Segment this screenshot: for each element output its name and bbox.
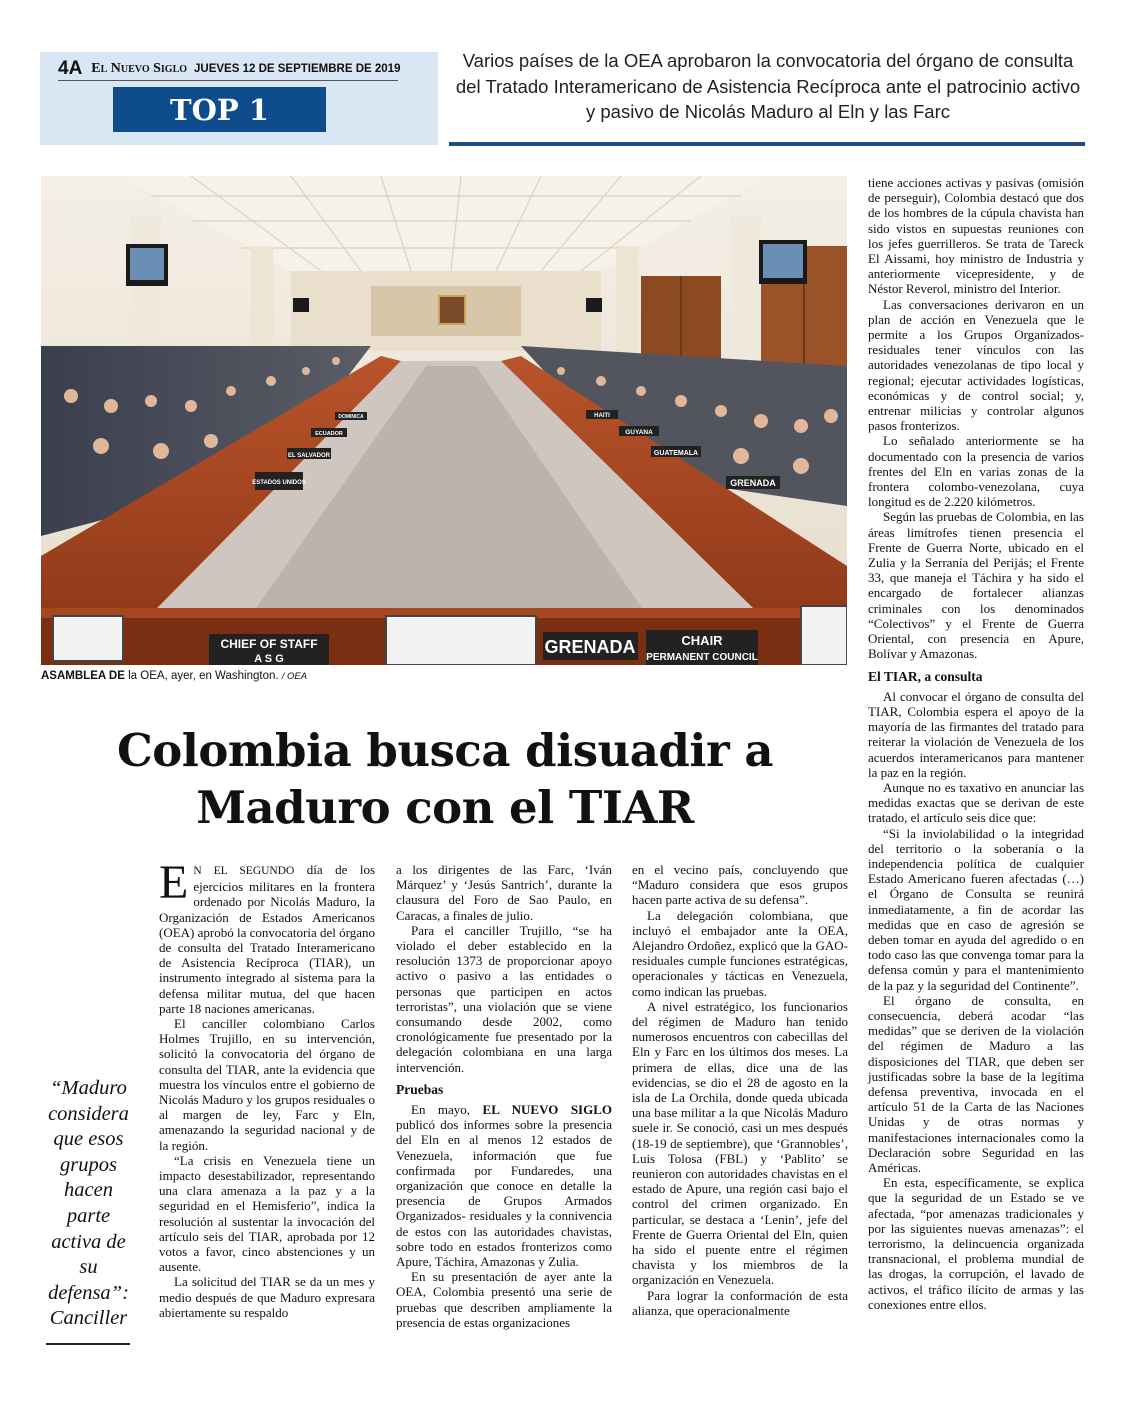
body-column-4 <box>868 175 1084 1312</box>
kicker: Varios países de la OEA aprobaron la convocatoria del órgano de consulta del Tratado Interamericano de Asistencia Recíproca ante el patrocinio activo y pasivo de Nicolás Maduro al Eln y las Farc <box>455 50 1081 122</box>
lead-caps: N EL SEGUNDO <box>193 865 295 877</box>
text-run: En mayo, <box>411 1102 471 1118</box>
lead-text: día de los ejercicios militares en la frontera ordenado por Nicolás Maduro, la Organización de Estados Americanos (OEA) aprobó la convocatoria del órgano de consulta del Tratado Interamericano de Asistencia Recíproca (TIAR), un instrumento integrado al sistema para la defensa militar mutua, del que hacen parte 18 naciones americanas. <box>159 862 376 1016</box>
headline-line-2: Maduro con el TIAR <box>196 781 694 834</box>
paragraph: tiene acciones activas y pasivas (omisión de perseguir), Colombia destacó que dos de los hombres de la cúpula chavista han sido vistos en supuestas reuniones con los jefes guerrilleros. Se trata de Tareck El Aissami, hoy ministro de Industria y anteriormente vicepresidente, y de Néstor Reverol, ministro del Interior. <box>868 175 1084 297</box>
newspaper-ref: EL NUEVO SIGLO <box>482 1102 613 1118</box>
photo-caption <box>41 670 307 682</box>
paragraph <box>396 1102 612 1269</box>
placard-chief-of-staff: CHIEF OF STAFF <box>220 637 318 651</box>
body-column-1 <box>159 856 376 1320</box>
paragraph: “Si la inviolabilidad o la integridad del territorio o la soberanía o la independencia política de cualquier Estado Americano fueren afectadas (…) el Órgano de Consulta se reunirá inmediatamente, a fin de acordar las medidas que en caso de agresión se deben tomar en ayuda del agredido o en todo caso las que convenga tomar para la defensa común y para el mantenimiento de la paz y la seguridad del Continente”. <box>868 825 1084 993</box>
subhead-tiar-consulta: El TIAR, a consulta <box>868 668 983 684</box>
caption-text: la OEA, ayer, en Washington. <box>128 670 279 682</box>
assembly-photo <box>41 176 847 665</box>
folio-line <box>58 58 438 80</box>
folio-rule <box>58 80 398 81</box>
paragraph: La delegación colombiana, que incluyó el embajador ante la OEA, Alejandro Ordoñez, explicó que la GAO-residuales cumple funciones estratégicas, operacionales y tácticas en Venezuela, como indican las pruebas. <box>632 907 848 999</box>
paragraph: El órgano de consulta, en consecuencia, deberá acodar “las medidas” que se deriven de la violación del régimen de Maduro a las disposiciones del TIAR, que deben ser justificadas sobre la base de la legítima defensa preventiva, invocada en el artículo 51 de la Carta de las Naciones Unidas y de otras normas y manifestaciones internacionales como la Declaración sobre Seguridad en las Américas. <box>868 992 1084 1175</box>
pull-quote: “Maduro considera que esos grupos hacen parte activa de su defensa”: Canciller <box>48 1077 129 1330</box>
newspaper-name: El Nuevo Siglo <box>91 61 188 76</box>
body-column-2 <box>396 862 612 1330</box>
placard-grenada-front: GRENADA <box>544 637 636 657</box>
paragraph: “La crisis en Venezuela tiene un impacto desestabilizador, representando una clara amenaza a la paz y a la seguridad en el Hemisferio”, indica la resolución al sustentar la invocación del artículo seis del TIAR, aprobada por 12 votos a favor, cinco abstenciones y un ausente. <box>159 1152 375 1275</box>
placard-chair: CHAIR <box>681 633 723 648</box>
placard-haiti: HAITI <box>594 413 610 419</box>
placard-guatemala: GUATEMALA <box>653 450 699 457</box>
paragraph: Al convocar el órgano de consulta del TIAR, Colombia espera el apoyo de la mayoría de las firmantes del tratado para reiterar la violación de Venezuela de los acuerdos interamericanos para mantener la paz en la región. <box>868 688 1084 780</box>
paragraph: Según las pruebas de Colombia, en las áreas limítrofes tienen presencia el Frente de Guerra Norte, ubicado en el Zulia y la Serranía del Perijás; el Frente 33, que maneja el Táchira y ha sido el encargado de fortalecer alianzas criminales con los denominados “Colectivos” y el Frente de Guerra Oriental, con presencia en Apure, Bolívar y Amazonas. <box>868 509 1084 662</box>
placard-dominica: DOMINICA <box>338 414 364 420</box>
headline <box>60 722 830 836</box>
paragraph: En su presentación de ayer ante la OEA, Colombia presentó una serie de pruebas que describen ampliamente la presencia de estas organizaciones <box>396 1269 612 1330</box>
body-column-3 <box>632 862 848 1318</box>
paragraph: Aunque no es taxativo en anunciar las medidas exactas que se derivan de este tratado, el artículo seis dice que: <box>868 779 1084 826</box>
paragraph: Lo señalado anteriormente se ha documentado con la presencia de varios frentes del Eln en varias zonas de la frontera colombo-venezolana, cuya longitud es de 2.220 kilómetros. <box>868 433 1084 510</box>
placard-guyana: GUYANA <box>625 429 653 436</box>
paragraph: La solicitud del TIAR se da un mes y medio después de que Maduro expresara abiertamente su respaldo <box>159 1274 375 1320</box>
caption-lead: ASAMBLEA DE <box>41 670 125 682</box>
placard-grenada: GRENADA <box>730 478 776 488</box>
page-number: 4A <box>58 58 83 79</box>
kicker-rule <box>449 142 1085 146</box>
lead-paragraph <box>159 856 376 1016</box>
headline-line-1: Colombia busca disuadir a <box>116 724 774 777</box>
placard-el-salvador: EL SALVADOR <box>287 453 331 459</box>
placard-estados-unidos: ESTADOS UNIDOS <box>252 480 306 486</box>
issue-date: JUEVES 12 DE SEPTIEMBRE DE 2019 <box>194 63 401 75</box>
section-badge: TOP 1 <box>113 87 326 132</box>
paragraph: en el vecino país, concluyendo que “Maduro considera que esos grupos hacen parte activa de su defensa”. <box>632 862 848 908</box>
paragraph: Para el canciller Trujillo, “se ha violado el deber establecido en la resolución 1373 de proporcionar apoyo activo o pasivo a las entidades o personas que participen en actos terroristas”, una violación que se viene consumando desde 2002, como cronológicamente fue presentado por la delegación colombiana en una larga intervención. <box>396 922 612 1075</box>
paragraph: En esta, específicamente, se explica que la seguridad de un Estado se ve afectada, “por amenazas tradicionales y por las siguientes nuevas amenazas”: el terrorismo, la delincuencia organizada transnacional, el problema mundial de las drogas, la corrupción, el lavado de activos, el tráfico ilícito de armas y las conexiones entre ellos. <box>868 1175 1084 1312</box>
placard-ecuador: ECUADOR <box>315 431 343 437</box>
paragraph: A nivel estratégico, los funcionarios del régimen de Maduro han tenido numerosos encuentros con cabecillas del Eln y Farc en los últimos dos meses. La primera de ellas, dice una de las evidencias, se dio el 28 de agosto en la isla de La Orchila, donde queda ubicada una base militar a la que Nicolás Maduro suele ir. Se conoció, casi un mes después (18-19 de septiembre), que ‘Grannobles’, Luis Tolosa (FBL) y ‘Pablito’ se reunieron con autoridades chavistas en el estado de Apure, una región casi bajo el control del crimen organizado. En particular, se destaca a ‘Lenin’, jefe del Frente de Guerra Oriental del Eln, quien ha sido el puente entre el régimen chavista y los miembros de la organización en Venezuela. <box>632 998 848 1288</box>
pull-quote-rule <box>46 1343 130 1345</box>
placard-permanent-council: PERMANENT COUNCIL <box>646 652 758 663</box>
paragraph: Para lograr la conformación de esta alianza, que operacionalmente <box>632 1287 848 1318</box>
photo-credit: / OEA <box>281 671 308 682</box>
placard-asg: A S G <box>254 653 284 665</box>
subhead-pruebas: Pruebas <box>396 1081 444 1097</box>
drop-cap: E <box>159 856 189 909</box>
paragraph: Las conversaciones derivaron en un plan de acción en Venezuela que le permite a los Grupos Organizados- residuales tener vínculos con las autoridades venezolanas de tipo local y regional; ejecutar actividades logísticas, económicas y de control social; y, entrenar milicias y controlar algunos pasos fronterizos. <box>868 296 1084 434</box>
paragraph: a los dirigentes de las Farc, ‘Iván Márquez’ y ‘Jesús Santrich’, durante la clausura del Foro de Sao Paulo, en Caracas, a finales de julio. <box>396 862 612 923</box>
text-run: publicó dos informes sobre la presencia del Eln en al menos 12 estados de Venezuela, información que fue confirmada por Fundaredes, una organización que conoce en detalle la presencia de Grupos Armados Organizados- residuales y la connivencia de estos con las autoridades chavistas, sobre todo en estados fronterizos como Apure, Táchira, Amazonas y Zulia. <box>396 1117 612 1270</box>
paragraph: El canciller colombiano Carlos Holmes Trujillo, en su intervención, solicitó la convocatoria del órgano de consulta del TIAR, ante la evidencia que muestra los vínculos entre el gobierno de Nicolás Maduro y los grupos residuales o al margen de ley, Farc y Eln, amenazando la seguridad nacional y de la región. <box>159 1016 375 1153</box>
